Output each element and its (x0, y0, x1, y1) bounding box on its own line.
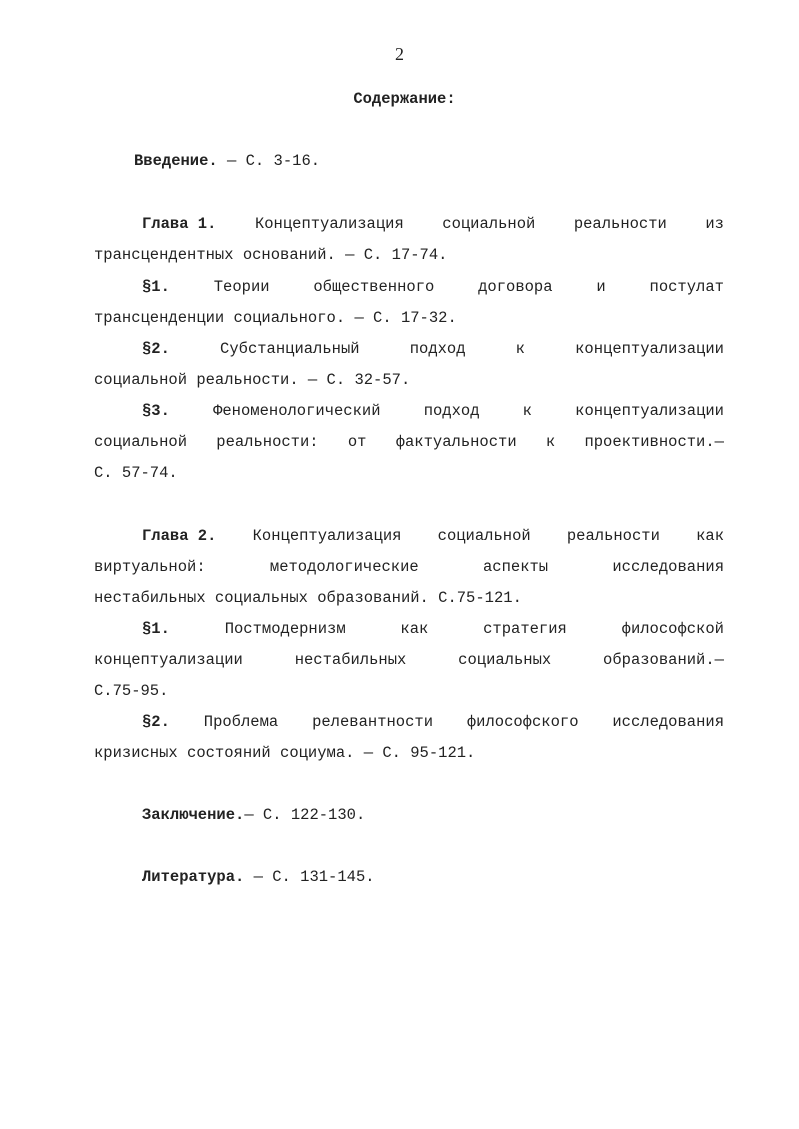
toc-conclusion (142, 805, 365, 825)
ch1-s3-word: от (347, 433, 367, 451)
ch1-s3-word: подход (423, 402, 480, 420)
ch1-s1-line1 (142, 277, 724, 297)
ch1-s1-word: постулат (649, 278, 724, 296)
introduction-pages: — С. 3-16. (227, 152, 321, 170)
chapter2-word: исследования (612, 558, 724, 576)
ch2-s2-word: Проблема (203, 713, 279, 731)
toc-heading: Содержание: (353, 90, 456, 108)
chapter2-line1 (142, 526, 724, 546)
ch2-s1-word: Постмодернизм (224, 620, 346, 638)
chapter2-line2 (94, 557, 724, 577)
ch1-s2-word: подход (409, 340, 466, 358)
toc-introduction (134, 151, 320, 171)
ch2-s1-word: философской (621, 620, 724, 638)
ch1-s2-word: к (515, 340, 525, 358)
literature-pages: — С. 131-145. (253, 868, 375, 886)
ch1-s3-word: концептуализации (575, 402, 724, 420)
ch1-s1-word: Теории (213, 278, 270, 296)
ch2-s1-word: нестабильных (294, 651, 407, 669)
ch2-s1-word: социальных (458, 651, 552, 669)
chapter1-word: Концептуализация (254, 215, 404, 233)
ch1-s1-label: §1. (142, 278, 170, 296)
ch2-s1-line3: С.75-95. (94, 682, 169, 700)
ch1-s3-word: к (522, 402, 532, 420)
ch1-s3-label: §3. (142, 402, 170, 420)
ch1-s1-line2: трансценденции социального. — С. 17-32. (94, 309, 457, 327)
ch1-s3-word: проективности.— (584, 433, 724, 451)
ch1-s3-line2 (94, 432, 724, 452)
ch2-s1-word: стратегия (483, 620, 567, 638)
page-number: 2 (395, 44, 404, 64)
ch1-s2-line2: социальной реальности. — С. 32-57. (94, 371, 411, 389)
ch2-s2-word: релевантности (312, 713, 433, 731)
toc-literature (142, 867, 375, 887)
chapter2-word: социальной (437, 527, 531, 545)
ch2-s2-word: философского (466, 713, 579, 731)
ch1-s3-word: реальности: (216, 433, 319, 451)
chapter2-word: методологические (269, 558, 419, 576)
ch2-s2-line1 (142, 712, 724, 732)
chapter1-line1 (142, 214, 724, 234)
conclusion-label: Заключение. (142, 806, 245, 824)
chapter2-word: как (696, 527, 724, 545)
ch1-s1-word: и (596, 278, 606, 296)
ch1-s2-line1 (142, 339, 724, 359)
conclusion-pages: — С. 122-130. (244, 806, 366, 824)
ch1-s3-word: к (545, 433, 556, 451)
ch2-s1-word: концептуализации (94, 651, 243, 669)
ch2-s2-line2: кризисных состояний социума. — С. 95-121. (94, 744, 476, 762)
literature-label: Литература. (142, 868, 245, 886)
ch1-s3-word: фактуальности (395, 433, 517, 451)
ch1-s3-word: социальной (94, 433, 188, 451)
ch2-s1-word: как (400, 620, 429, 638)
ch2-s1-label: §1. (142, 620, 170, 638)
chapter2-word: виртуальной: (94, 558, 206, 576)
chapter1-word: из (705, 215, 724, 233)
ch2-s1-line1 (142, 619, 724, 639)
ch1-s2-word: концептуализации (575, 340, 724, 358)
ch2-s1-word: образований.— (603, 651, 724, 669)
chapter2-word: Концептуализация (252, 527, 402, 545)
chapter1-word: реальности (573, 215, 667, 233)
ch2-s2-label: §2. (142, 713, 170, 731)
ch1-s3-line1 (142, 401, 724, 421)
ch2-s1-line2 (94, 650, 724, 670)
ch1-s3-line3: С. 57-74. (94, 464, 178, 482)
chapter2-label: Глава 2. (142, 527, 217, 545)
ch2-s2-word: исследования (612, 713, 724, 731)
ch1-s2-label: §2. (142, 340, 170, 358)
ch1-s1-word: общественного (313, 278, 435, 296)
chapter1-line2: трансцендентных оснований. — С. 17-74. (94, 246, 448, 264)
chapter2-word: реальности (566, 527, 660, 545)
chapter2-word: аспекты (482, 558, 549, 576)
ch1-s3-word: Феноменологический (213, 402, 381, 420)
chapter1-word: социальной (442, 215, 536, 233)
ch1-s2-word: Субстанциальный (220, 340, 360, 358)
chapter1-label: Глава 1. (142, 215, 217, 233)
chapter2-line3: нестабильных социальных образований. С.75-121. (94, 589, 522, 607)
introduction-label: Введение. (134, 152, 218, 170)
ch1-s1-word: договора (478, 278, 553, 296)
